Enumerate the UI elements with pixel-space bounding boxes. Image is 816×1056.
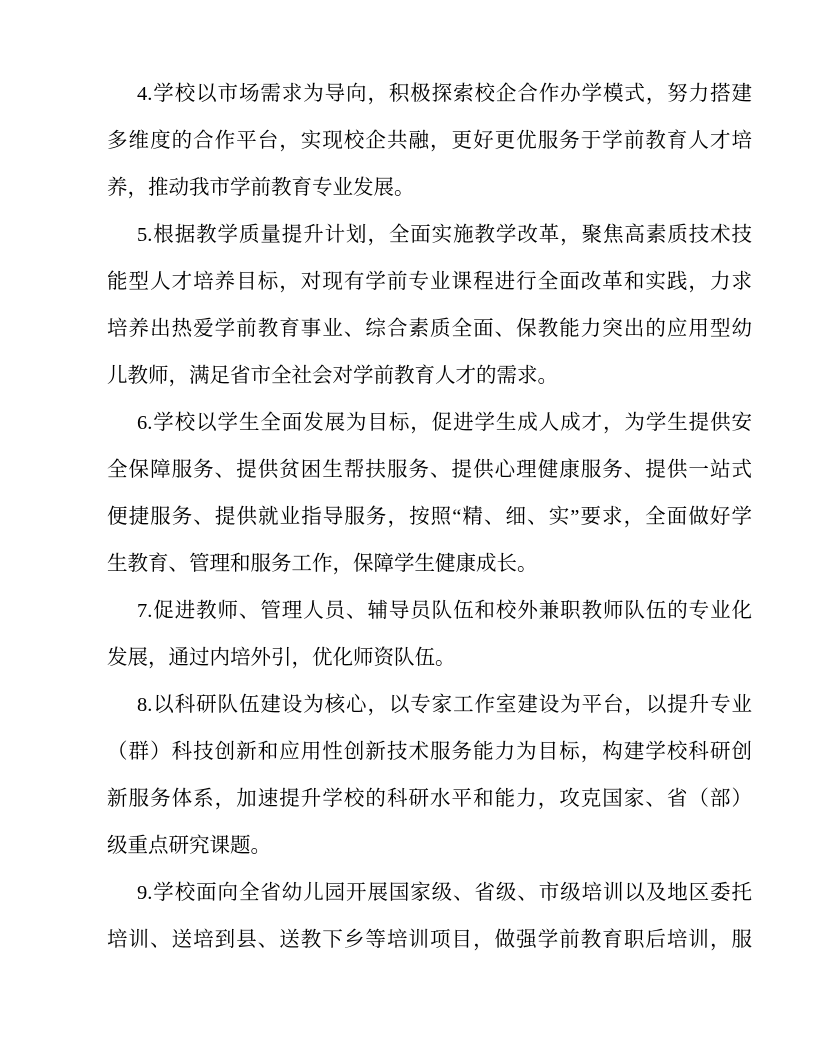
paragraph-item-9 xyxy=(107,870,752,964)
text-line: 全保障服务、提供贫困生帮扶服务、提供心理健康服务、提供一站式 xyxy=(107,459,752,481)
text-line: 培训、送培到县、送教下乡等培训项目，做强学前教育职后培训，服 xyxy=(107,929,752,951)
text-line: 养，推动我市学前教育专业发展。 xyxy=(107,177,415,199)
text-line: 培养出热爱学前教育事业、综合素质全面、保教能力突出的应用型幼 xyxy=(107,318,752,340)
document-body xyxy=(107,71,752,964)
paragraph-item-5 xyxy=(107,212,752,400)
text-line: 6.学校以学生全面发展为目标，促进学生成人成才，为学生提供安 xyxy=(137,412,752,434)
text-line: 7.促进教师、管理人员、辅导员队伍和校外兼职教师队伍的专业化 xyxy=(137,600,752,622)
text-line: 级重点研究课题。 xyxy=(107,835,271,857)
text-line: 5.根据教学质量提升计划，全面实施教学改革，聚焦高素质技术技 xyxy=(137,224,752,246)
text-line: 多维度的合作平台，实现校企共融，更好更优服务于学前教育人才培 xyxy=(107,130,752,152)
text-line: 8.以科研队伍建设为核心，以专家工作室建设为平台，以提升专业 xyxy=(137,694,752,716)
text-line: 4.学校以市场需求为导向，积极探索校企合作办学模式，努力搭建 xyxy=(137,83,752,105)
paragraph-item-8 xyxy=(107,682,752,870)
text-line: （群）科技创新和应用性创新技术服务能力为目标，构建学校科研创 xyxy=(107,741,752,763)
text-line: 儿教师，满足省市全社会对学前教育人才的需求。 xyxy=(107,365,558,387)
paragraph-item-6 xyxy=(107,400,752,588)
text-line: 能型人才培养目标，对现有学前专业课程进行全面改革和实践，力求 xyxy=(107,271,752,293)
text-line: 新服务体系，加速提升学校的科研水平和能力，攻克国家、省（部） xyxy=(107,788,752,810)
text-line: 生教育、管理和服务工作，保障学生健康成长。 xyxy=(107,553,538,575)
paragraph-item-7 xyxy=(107,588,752,682)
text-line: 发展，通过内培外引，优化师资队伍。 xyxy=(107,647,456,669)
text-line: 便捷服务、提供就业指导服务，按照“精、细、实”要求，全面做好学 xyxy=(107,506,752,528)
paragraph-item-4 xyxy=(107,71,752,212)
text-line: 9.学校面向全省幼儿园开展国家级、省级、市级培训以及地区委托 xyxy=(137,882,752,904)
